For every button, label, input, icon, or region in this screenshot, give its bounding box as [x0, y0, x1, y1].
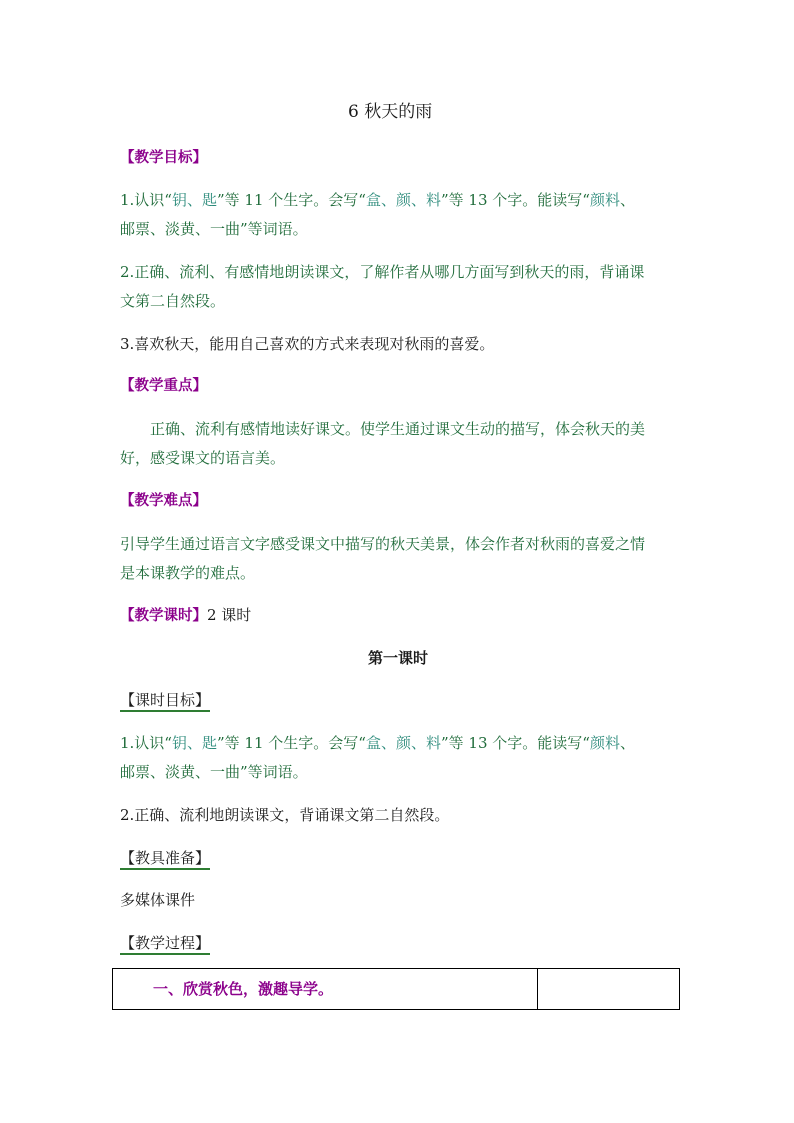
prep-heading [120, 848, 210, 868]
teaching-hours-value: 2 课时 [207, 606, 252, 624]
key-points-line-1: 正确、流利有感情地读好课文。使学生通过课文生动的描写，体会秋天的美 [150, 420, 646, 438]
prep-heading-text: 【教具准备】 [120, 849, 210, 870]
lesson-goals-heading [120, 690, 210, 710]
goal1-text-e: ”等 13 个字。能读写“ [440, 191, 590, 209]
lesson-1-title: 第一课时 [368, 649, 429, 667]
process-heading-text: 【教学过程】 [120, 934, 210, 955]
lesson-goal1-text-f: 颜料 [589, 734, 620, 752]
lesson-goal-1-line-2: 邮票、淡黄、一曲”等词语。 [120, 763, 308, 781]
lesson-goal1-text-c: ”等 11 个生字。会写“ [217, 734, 366, 752]
goal-item-1-line-1 [120, 190, 635, 210]
lesson-goal1-text-d: 盒、颜、料 [365, 734, 441, 752]
lesson-goal1-text-g: 、 [619, 734, 635, 752]
teaching-goals-heading: 【教学目标】 [120, 149, 207, 166]
lesson-goal1-text-a: 1.认识“ [120, 734, 172, 752]
goal1-text-a: 1.认识“ [120, 191, 172, 209]
goal1-text-f: 颜料 [589, 191, 620, 209]
difficulties-line-2: 是本课教学的难点。 [120, 564, 256, 582]
goal1-text-c: ”等 11 个生字。会写“ [217, 191, 366, 209]
table-column-divider [537, 969, 538, 1009]
process-heading [120, 933, 210, 953]
prep-value: 多媒体课件 [120, 891, 196, 909]
key-points-line-2: 好，感受课文的语言美。 [120, 449, 286, 467]
lesson-goals-heading-text: 【课时目标】 [120, 691, 210, 712]
difficulties-heading: 【教学难点】 [120, 492, 207, 509]
goal1-text-d: 盒、颜、料 [365, 191, 441, 209]
goal-item-2-line-2: 文第二自然段。 [120, 292, 226, 310]
goal-item-2-line-1: 2.正确、流利、有感情地朗读课文，了解作者从哪几方面写到秋天的雨，背诵课 [120, 263, 645, 281]
difficulties-line-1: 引导学生通过语言文字感受课文中描写的秋天美景，体会作者对秋雨的喜爱之情 [120, 535, 646, 553]
process-table [112, 968, 680, 1010]
process-step-1: 一、欣赏秋色，激趣导学。 [153, 980, 334, 998]
teaching-hours [120, 605, 251, 626]
lesson-goal-1-line-1 [120, 733, 635, 753]
goal1-text-b: 钥、匙 [171, 191, 217, 209]
key-points-heading: 【教学重点】 [120, 377, 207, 394]
teaching-hours-heading: 【教学课时】 [120, 607, 207, 624]
goal-item-3: 3.喜欢秋天，能用自己喜欢的方式来表现对秋雨的喜爱。 [120, 335, 495, 353]
lesson-goal1-text-b: 钥、匙 [171, 734, 217, 752]
goal-item-1-line-2: 邮票、淡黄、一曲”等词语。 [120, 220, 308, 238]
goal1-text-g: 、 [619, 191, 635, 209]
page-title: 6 秋天的雨 [348, 102, 433, 122]
lesson-goal1-text-e: ”等 13 个字。能读写“ [440, 734, 590, 752]
lesson-goal-2: 2.正确、流利地朗读课文，背诵课文第二自然段。 [120, 806, 450, 824]
